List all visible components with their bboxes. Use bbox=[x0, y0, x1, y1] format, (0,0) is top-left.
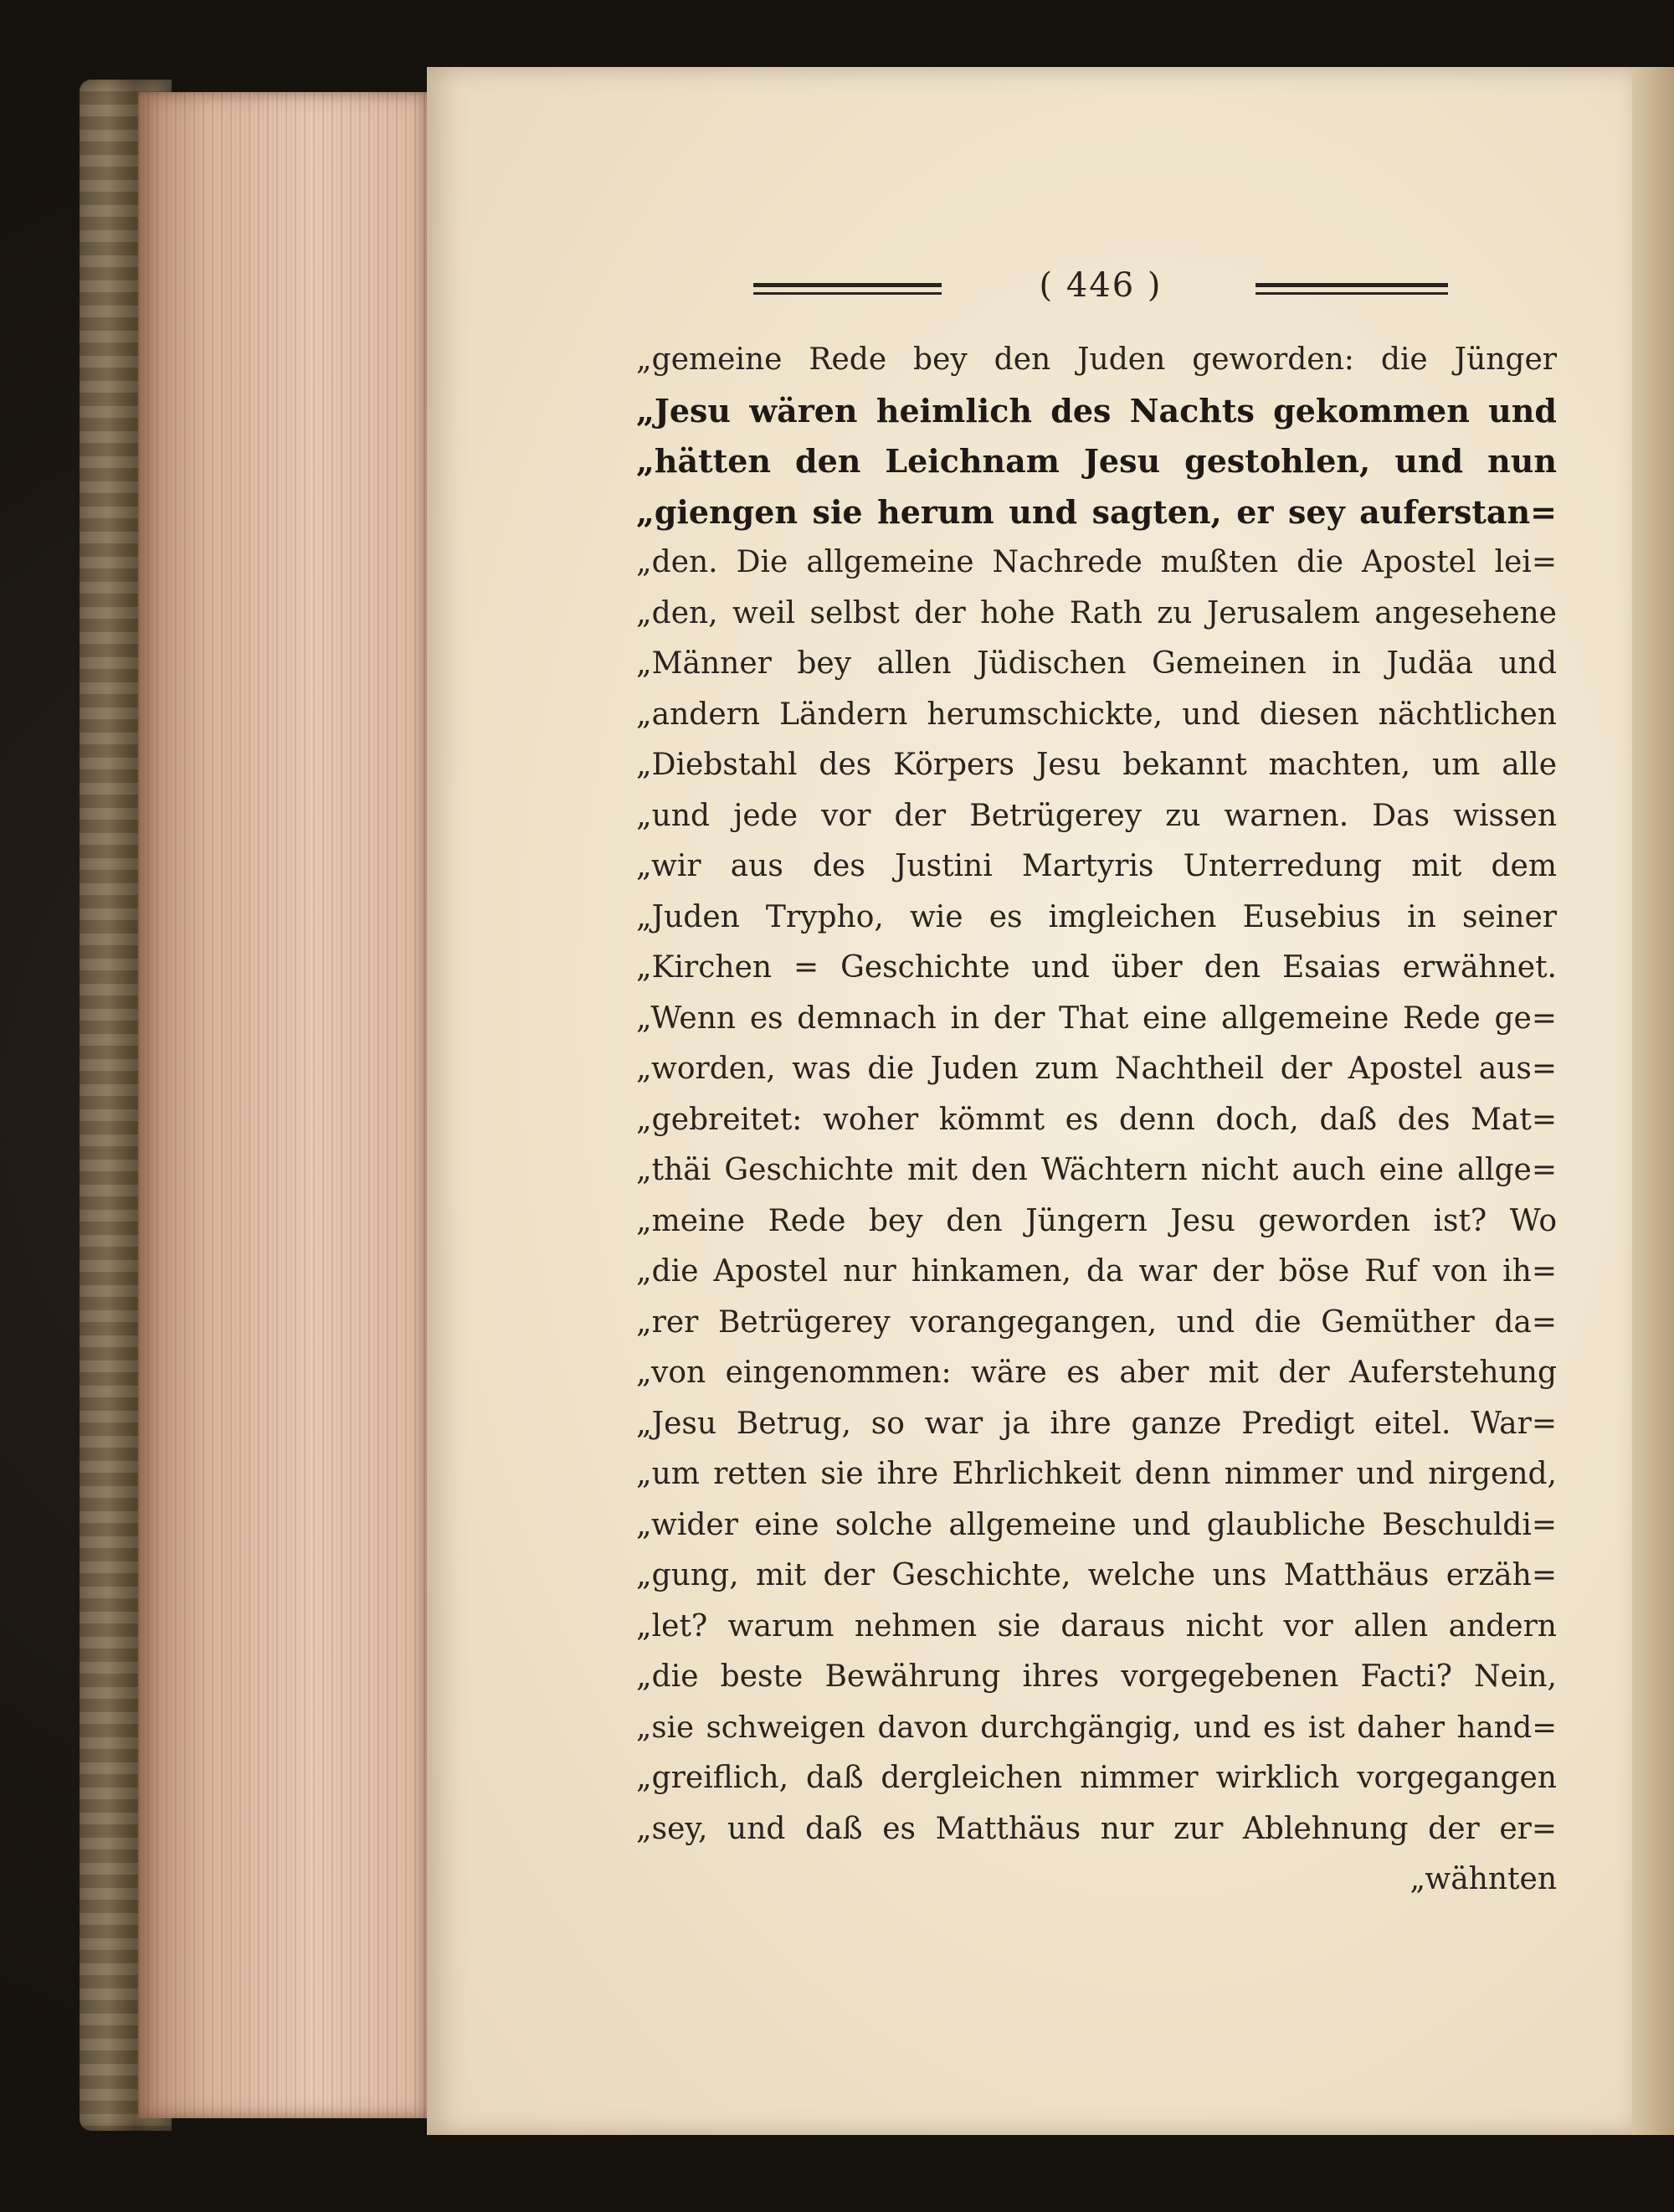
page-number: ( 446 ) bbox=[1039, 266, 1163, 305]
header-rule-left bbox=[753, 283, 942, 287]
page-edges bbox=[138, 92, 427, 2118]
text-line: „Jesu Betrug, so war ja ihre ganze Predigt eitel. War= bbox=[636, 1406, 1557, 1441]
text-line: „let? warum nehmen sie daraus nicht vor allen andern bbox=[636, 1608, 1557, 1644]
text-line: „Juden Trypho, wie es imgleichen Eusebius in seiner bbox=[636, 899, 1557, 934]
text-line: „den. Die allgemeine Nachrede mußten die Apostel lei= bbox=[636, 545, 1557, 579]
text-line: „greiflich, daß dergleichen nimmer wirklich vorgegangen bbox=[636, 1761, 1557, 1795]
page-header bbox=[753, 266, 1448, 316]
text-line: „den, weil selbst der hohe Rath zu Jerusalem angesehene bbox=[636, 595, 1557, 630]
text-line: „giengen sie herum und sagten, er sey auferstan= bbox=[636, 492, 1557, 531]
body-text bbox=[636, 335, 1557, 1906]
page-right-edge bbox=[1632, 67, 1674, 2135]
text-line: „thäi Geschichte mit den Wächtern nicht auch eine allge= bbox=[636, 1153, 1557, 1187]
text-line: „gung, mit der Geschichte, welche uns Matthäus erzäh= bbox=[636, 1558, 1557, 1592]
text-line: „gebreitet: woher kömmt es denn doch, daß des Mat= bbox=[636, 1102, 1557, 1137]
text-line: „rer Betrügerey vorangegangen, und die Gemüther da= bbox=[636, 1304, 1557, 1340]
header-rule-right bbox=[1256, 283, 1448, 287]
text-line: „andern Ländern herumschickte, und diesen nächtlichen bbox=[636, 697, 1557, 732]
text-line: „wir aus des Justini Martyris Unterredung mit dem bbox=[636, 849, 1557, 883]
text-line: „sie schweigen davon durchgängig, und es ist daher hand= bbox=[636, 1710, 1557, 1745]
text-line: „die beste Bewährung ihres vorgegebenen Facti? Nein, bbox=[636, 1659, 1557, 1694]
text-line: „worden, was die Juden zum Nachtheil der Apostel aus= bbox=[636, 1052, 1557, 1086]
text-line: „meine Rede bey den Jüngern Jesu geworden ist? Wo bbox=[636, 1203, 1557, 1238]
text-line: „hätten den Leichnam Jesu gestohlen, und nun bbox=[636, 442, 1557, 480]
text-line: „gemeine Rede bey den Juden geworden: die Jünger bbox=[636, 342, 1557, 377]
text-line: „wider eine solche allgemeine und glaubliche Beschuldi= bbox=[636, 1507, 1557, 1542]
text-line: „Wenn es demnach in der That eine allgemeine Rede ge= bbox=[636, 1001, 1557, 1036]
text-line: „Kirchen = Geschichte und über den Esaias erwähnet. bbox=[636, 950, 1557, 985]
text-line: „von eingenommen: wäre es aber mit der Auferstehung bbox=[636, 1355, 1557, 1390]
text-line: „Jesu wären heimlich des Nachts gekommen und bbox=[636, 391, 1557, 430]
text-line: „Diebstahl des Körpers Jesu bekannt machten, um alle bbox=[636, 748, 1557, 782]
text-line: „die Apostel nur hinkamen, da war der böse Ruf von ih= bbox=[636, 1254, 1557, 1289]
text-line: „und jede vor der Betrügerey zu warnen. Das wissen bbox=[636, 798, 1557, 833]
text-line: „um retten sie ihre Ehrlichkeit denn nimmer und nirgend, bbox=[636, 1457, 1557, 1491]
catchword: „wähnten bbox=[1410, 1862, 1557, 1896]
text-line: „Männer bey allen Jüdischen Gemeinen in Judäa und bbox=[636, 646, 1557, 681]
text-line: „sey, und daß es Matthäus nur zur Ablehnung der er= bbox=[636, 1811, 1557, 1846]
